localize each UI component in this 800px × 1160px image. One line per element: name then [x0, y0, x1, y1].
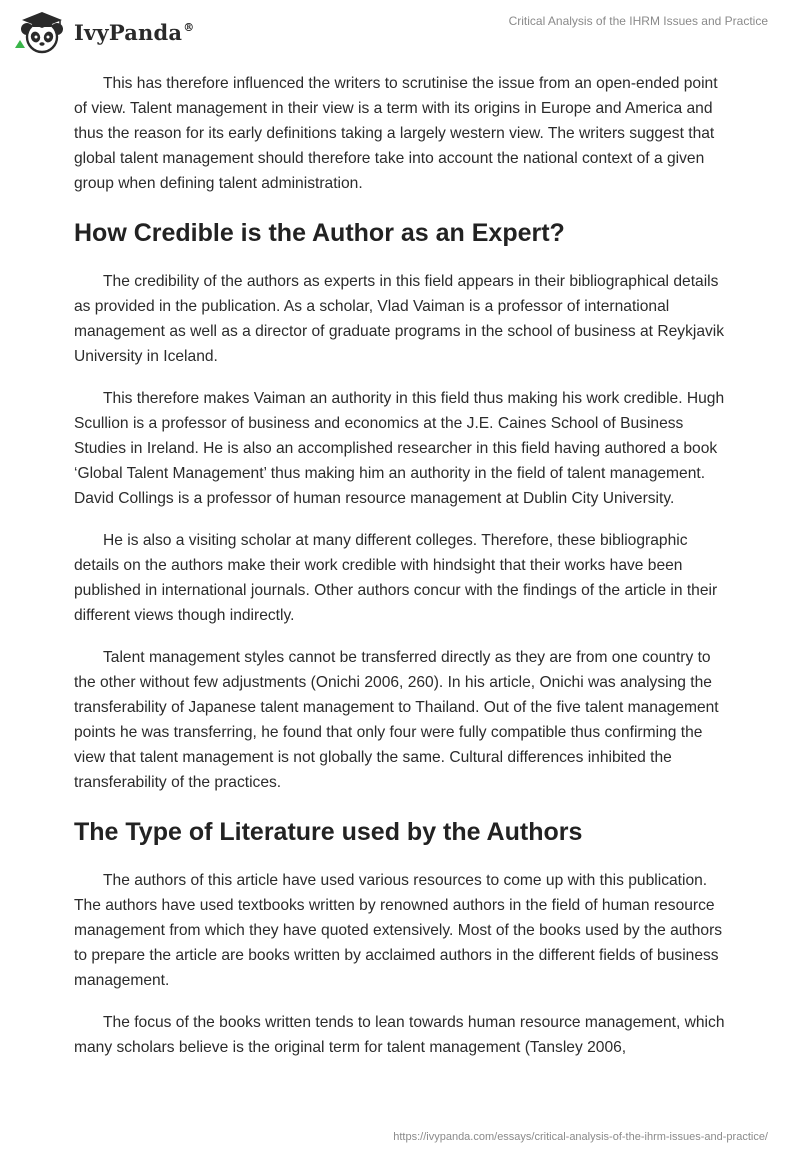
section-heading: How Credible is the Author as an Expert?	[74, 219, 565, 247]
registered-mark: ®	[183, 20, 195, 34]
paragraph: Talent management styles cannot be transferred directly as they are from one country to the other without few adjustments (Onichi 2006, 260). In his article, Onichi was analysing the transferability of Japanese talent management to Thailand. Out of the five talent management points he was transferring, he found that only four were fully compatible thus confirming the view that talent management is not globally the same. Cultural differences inhibited the transferability of the practices.	[74, 649, 719, 791]
paragraph: This therefore makes Vaiman an authority in this field thus making his work credible. Hugh Scullion is a professor of business and economics at the J.E. Caines School of Business Studies in Ireland. He is also an accomplished researcher in this field having authored a book ‘Global Talent Management’ thus making him an authority in the field of talent management. David Collings is a professor of human resource management at Dublin City University.	[74, 390, 725, 507]
paragraph: The authors of this article have used various resources to come up with this publication. The authors have used textbooks written by renowned authors in the field of human resource management from which they have quoted extensively. Most of the books used by the authors to prepare the article are books written by acclaimed authors in the different fields of business management.	[74, 872, 723, 989]
brand-name: IvyPanda®	[74, 19, 195, 45]
document-title: Critical Analysis of the IHRM Issues and Practice	[508, 14, 768, 28]
paragraph: The focus of the books written tends to lean towards human resource management, which many scholars believe is the original term for talent management (Tansley 2006,	[74, 1014, 725, 1056]
page-header	[0, 0, 800, 64]
source-url[interactable]: https://ivypanda.com/essays/critical-analysis-of-the-ihrm-issues-and-practice/	[393, 1131, 768, 1143]
paragraph: He is also a visiting scholar at many different colleges. Therefore, these bibliographic details on the authors make their work credible with hindsight that their works have been published in international journals. Other authors concur with the findings of the article in their different views though indirectly.	[74, 532, 718, 624]
paragraph: The credibility of the authors as experts in this field appears in their bibliographical details as provided in the publication. As a scholar, Vlad Vaiman is a professor of international management as well as a director of graduate programs in the school of business at Reykjavik University in Iceland.	[74, 273, 725, 365]
paragraph: This has therefore influenced the writers to scrutinise the issue from an open-ended point of view. Talent management in their view is a term with its origins in Europe and America and thus the reason for its early definitions taking a largely western view. The writers suggest that global talent management should therefore take into account the national context of a given group when defining talent administration.	[74, 75, 718, 192]
article-body	[74, 71, 726, 1077]
panda-graduate-icon	[14, 10, 70, 54]
section-heading: The Type of Literature used by the Authors	[74, 818, 583, 846]
site-logo[interactable]	[14, 10, 194, 54]
